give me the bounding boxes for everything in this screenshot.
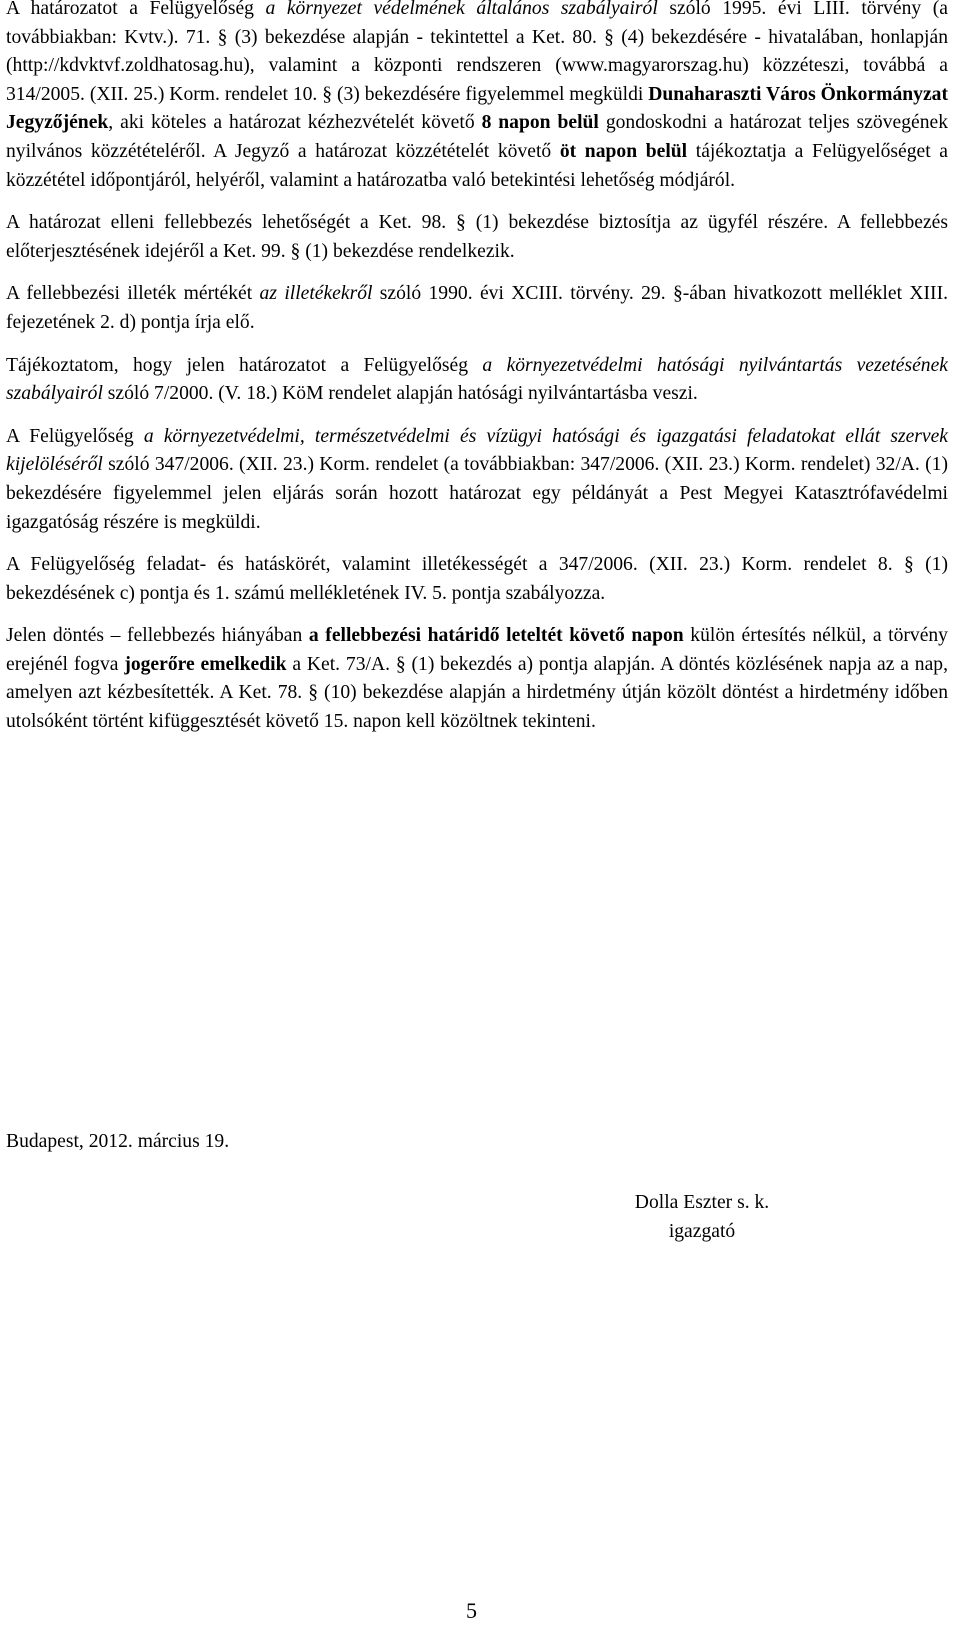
paragraph-finality: Jelen döntés – fellebbezés hiányában a fellebbezési határidő leteltét követő napon külön értesítés nélkül, a törvény erejénél fogva jogerőre emelkedik a Ket. 73/A. § (1) bekezdés a) pontja alapján. A döntés közlésének napja az a nap, amelyen azt kézbesítették. A Ket. 78. § (10) bekezdése alapján a hirdetmény útján közölt döntést a hirdetmény időben utolsóként történt kifüggesztését követő 15. napon kell közöltnek tekinteni. <box>6 625 948 733</box>
paragraph-appeal-fee: A fellebbezési illeték mértékét az illetékekről szóló 1990. évi XCIII. törvény. 29. §-ában hivatkozott melléklet XIII. fejezetének 2. d) pontja írja elő. <box>6 283 948 333</box>
signatory-name: Dolla Eszter s. k. <box>634 1192 770 1213</box>
signature-block <box>592 1188 812 1246</box>
paragraph-registry: Tájékoztatom, hogy jelen határozatot a Felügyelőség a környezetvédelmi hatósági nyilvántartás vezetésének szabályairól szóló 7/2000. (V. 18.) KöM rendelet alapján hatósági nyilvántartásba veszi. <box>6 354 948 405</box>
signatory-title: igazgató <box>668 1221 736 1242</box>
paragraph-disaster-authority: A Felügyelőség a környezetvédelmi, természetvédelmi és vízügyi hatósági és igazgatási feladatokat ellát szervek kijelöléséről szóló 347/2006. (XII. 23.) Korm. rendelet (a továbbiakban: 347/2006. (XII. 23.) Korm. rendelet) 32/A. (1) bekezdésére figyelemmel jelen eljárás során hozott határozat egy példányát a Pest Megyei Katasztrófavédelmi igazgatóság részére is megküldi. <box>6 425 948 533</box>
document-body <box>6 0 948 737</box>
paragraph-competence: A Felügyelőség feladat- és hatáskörét, valamint illetékességét a 347/2006. (XII. 23.) Korm. rendelet 8. § (1) bekezdésének c) pontja és 1. számú mellékletének IV. 5. pontja szabályozza. <box>6 554 948 604</box>
paragraph-publication: A határozatot a Felügyelőség a környezet védelmének általános szabályairól szóló 1995. évi LIII. törvény (a továbbiakban: Kvtv.). 71. § (3) bekezdése alapján - tekintettel a Ket. 80. § (4) bekezdésére - hivatalában, honlapján (http://kdvktvf.zoldhatosag.hu), valamint a központi rendszeren (www.magyarorszag.hu) közzéteszi, továbbá a 314/2005. (XII. 25.) Korm. rendelet 10. § (3) bekezdésére figyelemmel megküldi Dunaharaszti Város Önkormányzat Jegyzőjének, aki köteles a határozat kézhezvételét követő 8 napon belül gondoskodni a határozat teljes szövegének nyilvános közzétételéről. A Jegyző a határozat közzétételét követő öt napon belül tájékoztatja a Felügyelőséget a közzététel időpontjáról, helyéről, valamint a határozatba való betekintési lehetőség módjáról. <box>6 0 949 191</box>
paragraph-appeal: A határozat elleni fellebbezés lehetőségét a Ket. 98. § (1) bekezdése biztosítja az ügyfél részére. A fellebbezés előterjesztésének idejéről a Ket. 99. § (1) bekezdése rendelkezik. <box>6 212 948 262</box>
place-and-date: Budapest, 2012. március 19. <box>6 1131 230 1152</box>
page-number: 5 <box>466 1598 477 1623</box>
